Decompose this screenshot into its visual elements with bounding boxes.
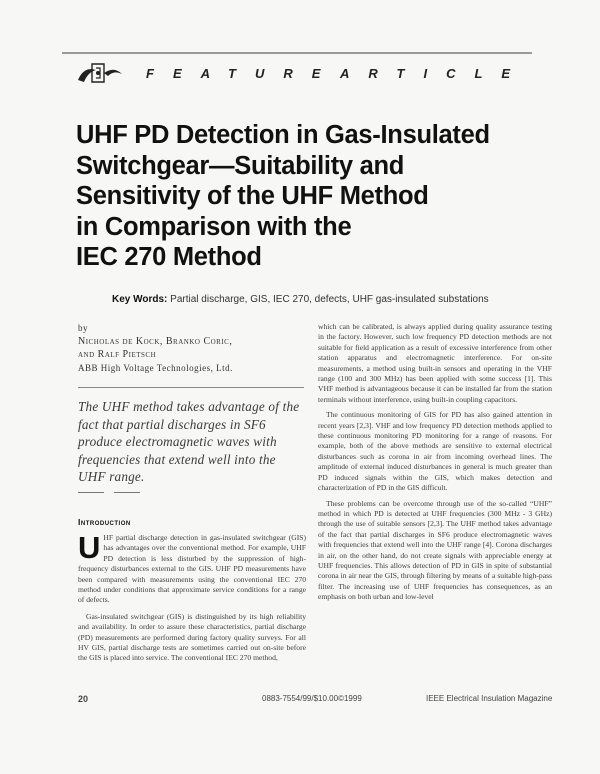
- title-line: in Comparison with the: [76, 212, 352, 241]
- pull-quote-rule: [78, 492, 104, 493]
- drop-cap: U: [78, 529, 101, 565]
- byline: [78, 322, 306, 375]
- authors-line: Nicholas de Kock, Branko Coric,: [78, 336, 233, 347]
- affiliation: ABB High Voltage Technologies, Ltd.: [78, 363, 233, 373]
- pull-quote-rule: [114, 492, 140, 493]
- left-column: [78, 322, 306, 664]
- body-paragraph: which can be calibrated, is always applied during quality assurance testing in the factory. However, such low frequency PD detection methods are not suitable for field application as a result of excessive interference from other station apparatus and electromagnetic interference. For on-site measurements, a method using built-in sensors and operating in the VHF range (100 and 300 MHz) has been applied with some success [1]. This VHF method is advantageous because it can be installed far from the station terminals without interference, using built-in coupling capacitors.: [318, 322, 552, 404]
- title-line: Sensitivity of the UHF Method: [76, 182, 429, 210]
- issn-line: 0883-7554/99/$10.00©1999: [262, 694, 362, 703]
- article-title: [76, 120, 546, 273]
- title-line: Switchgear—Suitability and: [76, 151, 405, 180]
- ieee-dei-logo-icon: [74, 60, 126, 86]
- title-line: UHF PD Detection in Gas-Insulated: [76, 121, 490, 149]
- intro-paragraph: Gas-insulated switchgear (GIS) is distinguished by its high reliability and availability. In order to assure these characteristics, partial discharge (PD) measurements are performed during factory quality surveys. For all HV GIS, partial discharge tests are sometimes carried out on-site before the GIS is placed into service. The conventional IEC 270 method,: [78, 611, 306, 663]
- page-number: 20: [78, 694, 89, 704]
- byline-by: by: [78, 323, 88, 333]
- intro-paragraph: [78, 529, 306, 606]
- pull-quote: The UHF method takes advantage of the fact that partial discharges in SF6 produce electromagnetic waves with frequencies that extend well into the UHF range.: [78, 399, 300, 485]
- authors-line: and Ralf Pietsch: [78, 349, 157, 360]
- journal-name: IEEE Electrical Insulation Magazine: [426, 694, 553, 703]
- article-label: ARTICLE: [340, 66, 530, 81]
- header-rule: [62, 52, 532, 54]
- title-line: IEC 270 Method: [76, 243, 262, 271]
- keywords-label: Key Words:: [112, 294, 168, 305]
- byline-rule: [78, 387, 304, 388]
- keywords-text: Partial discharge, GIS, IEC 270, defects, UHF gas-insulated substations: [170, 294, 489, 305]
- section-heading-introduction: Introduction: [78, 516, 131, 527]
- pull-quote-rules: [78, 492, 306, 493]
- body-paragraph: The continuous monitoring of GIS for PD has also gained attention in recent years [2,3]. VHF and low frequency PD detection methods applied to these continuous monitoring PD monitoring for a range of reasons. For example, both of the above methods are sensitive to external electrical disturbances such as corona in air from incoming overhead lines. The amplitude of external induced disturbances in general is much greater than PD induced signals within the GIS, which makes detection and characterization of PD in the GIS difficult.: [318, 410, 552, 493]
- body-paragraph: These problems can be overcome through use of the so-called “UHF” method in which PD is detected at UHF frequencies (300 MHz - 3 GHz) through the use of suitable sensors [2,3]. The UHF method takes advantage of the fact that partial discharges in SF6 produce electromagnetic waves with frequencies that extend well into the UHF range [4]. Corona discharges in air, on the other hand, do not create signals with appreciable energy at UHF frequencies. This allows detection of PD in GIS in spite of substantial corona in air near the GIS, through filtering by means of a suitable high-pass filter. The increasing use of UHF frequencies has consequences, as an emphasis on both urban and low-level: [318, 498, 552, 602]
- keywords: [112, 294, 552, 305]
- right-column: [318, 322, 552, 603]
- intro-paragraph-text: HF partial discharge detection in gas-insulated switchgear (GIS) has advantages over the conventional method. For example, UHF PD detection is less disturbed by the suppression of high-frequency disturbances external to the GIS. UHF PD measurements have been compared with measurements using the conventional IEC 270 method under conditions that approximate service conditions for a range of defects.: [78, 532, 306, 605]
- feature-label: FEATURE: [146, 66, 340, 81]
